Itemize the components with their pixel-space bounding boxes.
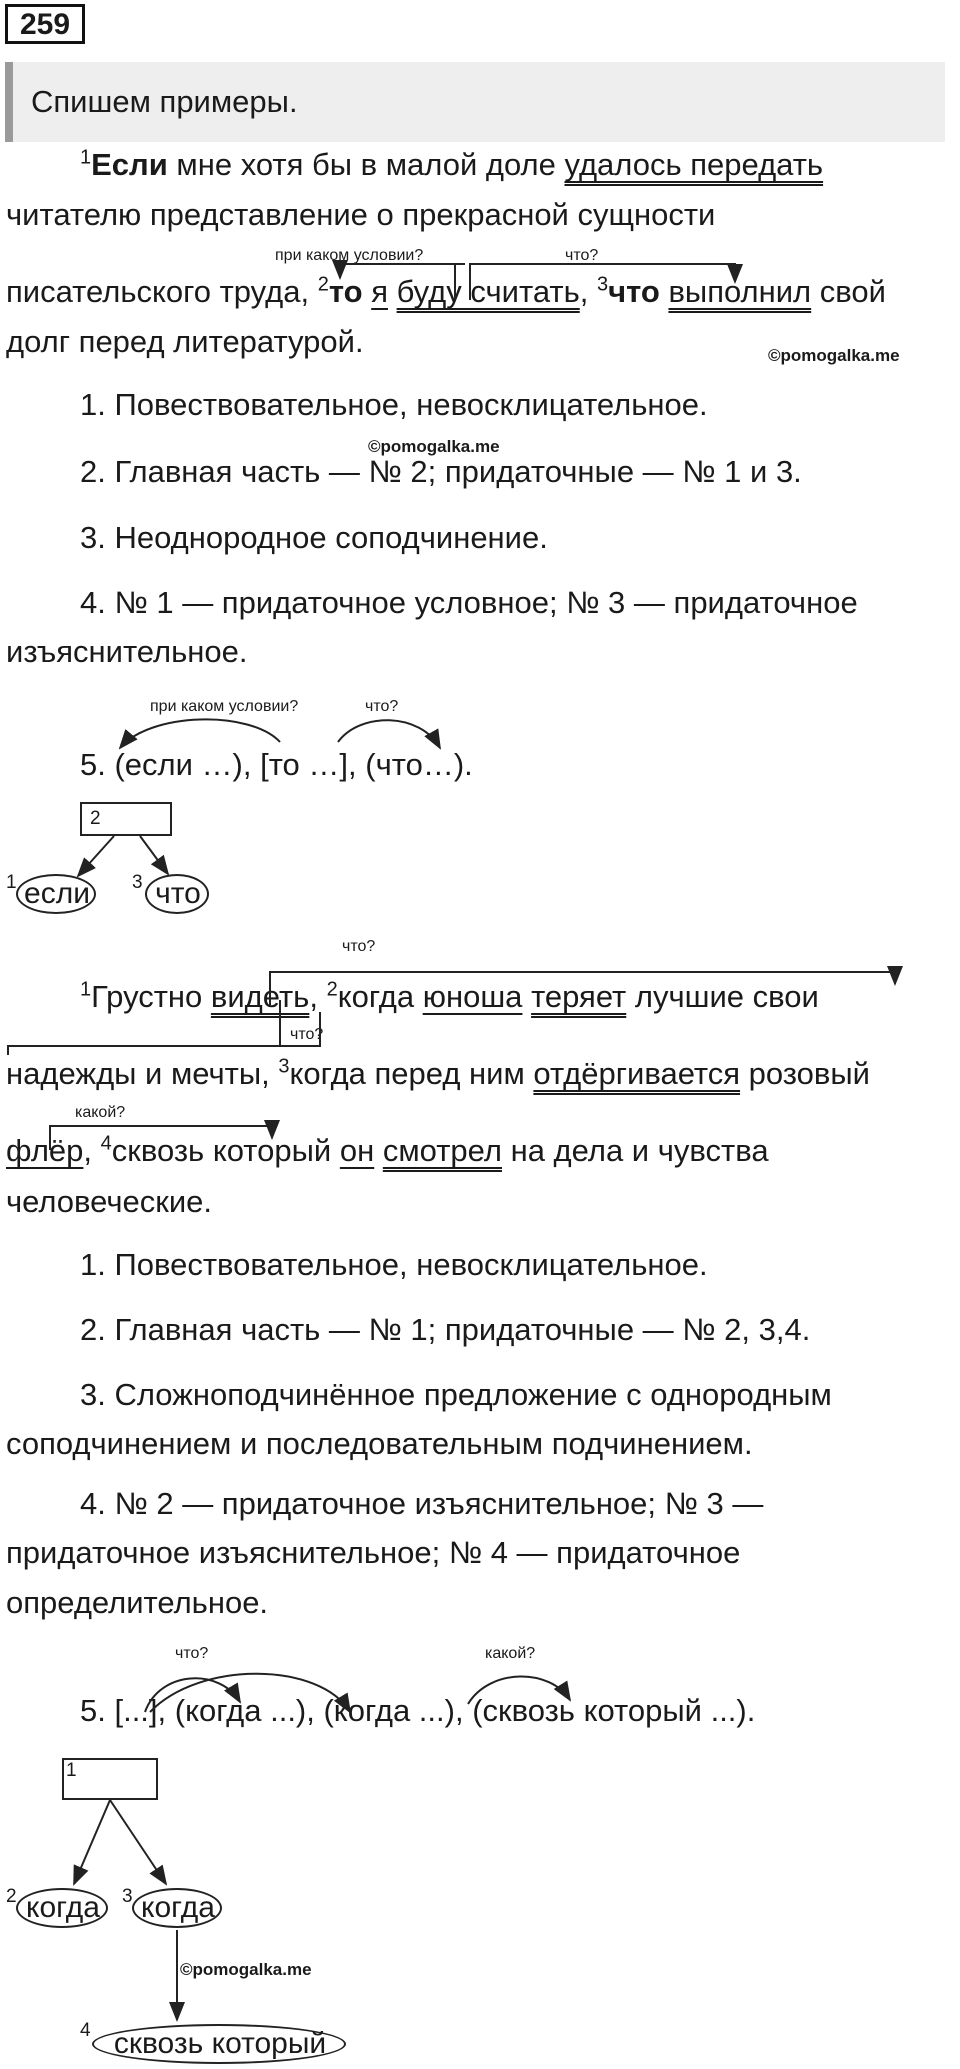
clause-number: 2 — [326, 978, 338, 1001]
oval-number: 3 — [122, 1886, 133, 1907]
oval-label: когда — [26, 1891, 100, 1924]
ex1-line2: читателю представление о прекрасной сущности — [6, 197, 716, 232]
text: , — [83, 1133, 101, 1168]
text: , — [309, 979, 327, 1014]
answer-2: 2. Главная часть — № 2; придаточные — № 1 и 3. — [80, 454, 802, 489]
conjunction: что — [608, 274, 660, 309]
predicate: видеть — [210, 979, 310, 1014]
answer-2: 2. Главная часть — № 1; придаточные — № 2, 3,4. — [80, 1312, 811, 1347]
answer-5-formula: 5. [...], (когда ...), (когда ...), (сквозь который ...). — [80, 1693, 756, 1728]
clause-number: 1 — [80, 978, 92, 1001]
answer-3-line1: 3. Сложноподчинённое предложение с однородным — [80, 1377, 832, 1412]
answer-1: 1. Повествовательное, невосклицательное. — [80, 1247, 708, 1282]
predicate: отдёргивается — [533, 1056, 741, 1091]
oval-number: 4 — [80, 2020, 91, 2041]
clause-number: 1 — [80, 146, 92, 169]
conjunction: то — [328, 274, 363, 309]
answer-4-line2: придаточное изъяснительное; № 4 — придаточное — [6, 1535, 741, 1570]
task-number: 259 — [5, 4, 85, 44]
oval-label: когда — [141, 1891, 215, 1924]
predicate: удалось передать — [564, 147, 824, 182]
text: писательского труда, — [6, 274, 318, 309]
conjunction: Если — [91, 147, 168, 182]
text: когда перед ним — [289, 1056, 534, 1091]
heading: Спишем примеры. — [31, 84, 298, 119]
text: свой — [811, 274, 886, 309]
oval-label: если — [24, 877, 90, 910]
predicate: смотрел — [382, 1133, 502, 1168]
predicate: выполнил — [668, 274, 812, 309]
subject: флёр — [6, 1133, 84, 1168]
text: сквозь который — [111, 1133, 340, 1168]
bracket-line — [8, 1012, 320, 1055]
text: розовый — [740, 1056, 870, 1091]
arc-arrow — [145, 1678, 240, 1712]
oval-number: 2 — [6, 1886, 17, 1907]
scheme-arrow — [140, 836, 168, 874]
answer-5-formula: 5. (если …), [то …], (что…). — [80, 747, 473, 782]
question-label: что? — [342, 938, 376, 955]
text: мне хотя бы в малой доле — [167, 147, 565, 182]
ex1-line4: долг перед литературой. — [6, 324, 364, 359]
subject: он — [339, 1133, 375, 1168]
text: лучшие свои — [626, 979, 819, 1014]
question-label: что? — [175, 1645, 209, 1662]
clause-number: 3 — [278, 1055, 290, 1078]
oval-label: что — [155, 877, 201, 910]
question-label: что? — [565, 247, 599, 264]
clause-number: 4 — [100, 1132, 112, 1155]
question-label: какой? — [75, 1104, 126, 1121]
answer-1: 1. Повествовательное, невосклицательное. — [80, 387, 708, 422]
clause-number: 3 — [596, 273, 609, 296]
watermark: ©pomogalka.me — [180, 1960, 312, 1979]
arc-arrow — [338, 720, 440, 748]
arc-arrow — [468, 1676, 570, 1704]
bracket-line — [50, 1126, 272, 1150]
text: на дела и чувства — [501, 1133, 769, 1168]
oval-number: 1 — [6, 872, 17, 893]
question-label: при каком условии? — [150, 698, 299, 715]
watermark: ©pomogalka.me — [768, 346, 900, 365]
scheme-arrow — [110, 1800, 166, 1884]
scheme-arrow — [74, 1800, 110, 1884]
text: надежды и мечты, — [6, 1056, 279, 1091]
box-number: 2 — [90, 808, 101, 829]
question-label: какой? — [485, 1645, 536, 1662]
question-label: что? — [290, 1026, 324, 1043]
bracket-line — [270, 972, 895, 1005]
oval-number: 3 — [132, 872, 143, 893]
scheme-arrow — [78, 836, 114, 876]
arc-arrow — [120, 719, 280, 748]
box-number: 1 — [66, 1760, 77, 1781]
subject: юноша — [422, 979, 523, 1014]
text: Грустно — [91, 979, 211, 1014]
question-label: что? — [365, 698, 399, 715]
subject: я — [371, 274, 388, 309]
predicate: буду считать — [396, 274, 580, 309]
answer-4-line2: изъяснительное. — [6, 634, 248, 669]
clause-number: 2 — [317, 273, 329, 296]
text: когда — [337, 979, 423, 1014]
oval-label: сквозь который — [113, 2027, 327, 2060]
answer-4-line1: 4. № 2 — придаточное изъяснительное; № 3 — — [80, 1486, 764, 1521]
predicate: теряет — [531, 979, 627, 1014]
answer-3: 3. Неоднородное соподчинение. — [80, 520, 548, 555]
question-label: при каком условии? — [275, 247, 424, 264]
text: , — [579, 274, 597, 309]
answer-3-line2: соподчинением и последовательным подчинением. — [6, 1426, 753, 1461]
watermark: ©pomogalka.me — [368, 437, 500, 456]
ex2-line4: человеческие. — [6, 1184, 212, 1219]
answer-4-line1: 4. № 1 — придаточное условное; № 3 — придаточное — [80, 585, 858, 620]
bracket-line — [470, 264, 735, 300]
answer-4-line3: определительное. — [6, 1585, 269, 1620]
bracket-line — [340, 264, 465, 300]
